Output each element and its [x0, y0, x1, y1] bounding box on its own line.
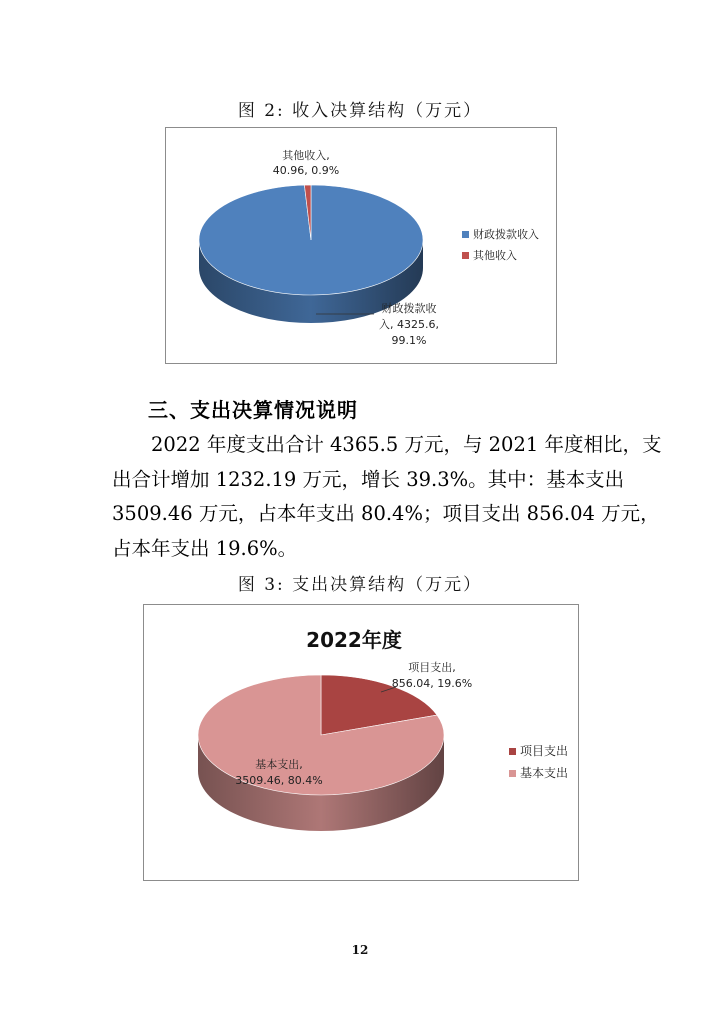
- page-number: 12: [351, 943, 369, 957]
- paragraph-line: 2022 年度支出合计 4365.5 万元，与 2021 年度相比，支: [112, 433, 662, 456]
- legend-entry: 其他收入: [473, 249, 517, 262]
- income-pie-chart: [165, 127, 557, 364]
- legend-entry: 基本支出: [520, 766, 569, 780]
- paragraph-line: 占本年支出 19.6%。: [112, 536, 298, 560]
- data-label: 项目支出,: [408, 661, 456, 674]
- data-label: 99.1%: [391, 334, 427, 347]
- legend-swatch: [462, 252, 469, 259]
- income-pie-svg: [166, 128, 556, 363]
- legend-swatch: [462, 231, 469, 238]
- data-label: 财政拨款收: [381, 302, 437, 315]
- paragraph-line: 出合计增加 1232.19 万元，增长 39.3%。其中：基本支出: [112, 467, 625, 491]
- data-label: 856.04, 19.6%: [391, 677, 473, 690]
- figure-3-caption: 图 3: 支出决算结构（万元）: [237, 575, 483, 595]
- paragraph-line: 3509.46 万元，占本年支出 80.4%；项目支出 856.04 万元，: [112, 502, 660, 525]
- expense-pie-svg: [144, 605, 578, 880]
- data-label: 基本支出,: [255, 758, 303, 771]
- data-label: 3509.46, 80.4%: [235, 774, 323, 787]
- chart-title: 2022年度: [306, 628, 402, 652]
- data-label: 40.96, 0.9%: [272, 164, 340, 177]
- legend-entry: 财政拨款收入: [473, 228, 539, 241]
- data-label: 入, 4325.6,: [379, 318, 439, 331]
- section-heading: 三、支出决算情况说明: [148, 398, 358, 422]
- data-label: 其他收入,: [282, 149, 330, 162]
- body-paragraph: [112, 428, 662, 566]
- legend-entry: 项目支出: [520, 744, 569, 758]
- figure-2-caption: 图 2: 收入决算结构（万元）: [237, 101, 483, 121]
- expense-pie-chart: [143, 604, 579, 881]
- legend-swatch: [509, 748, 516, 755]
- legend-swatch: [509, 770, 516, 777]
